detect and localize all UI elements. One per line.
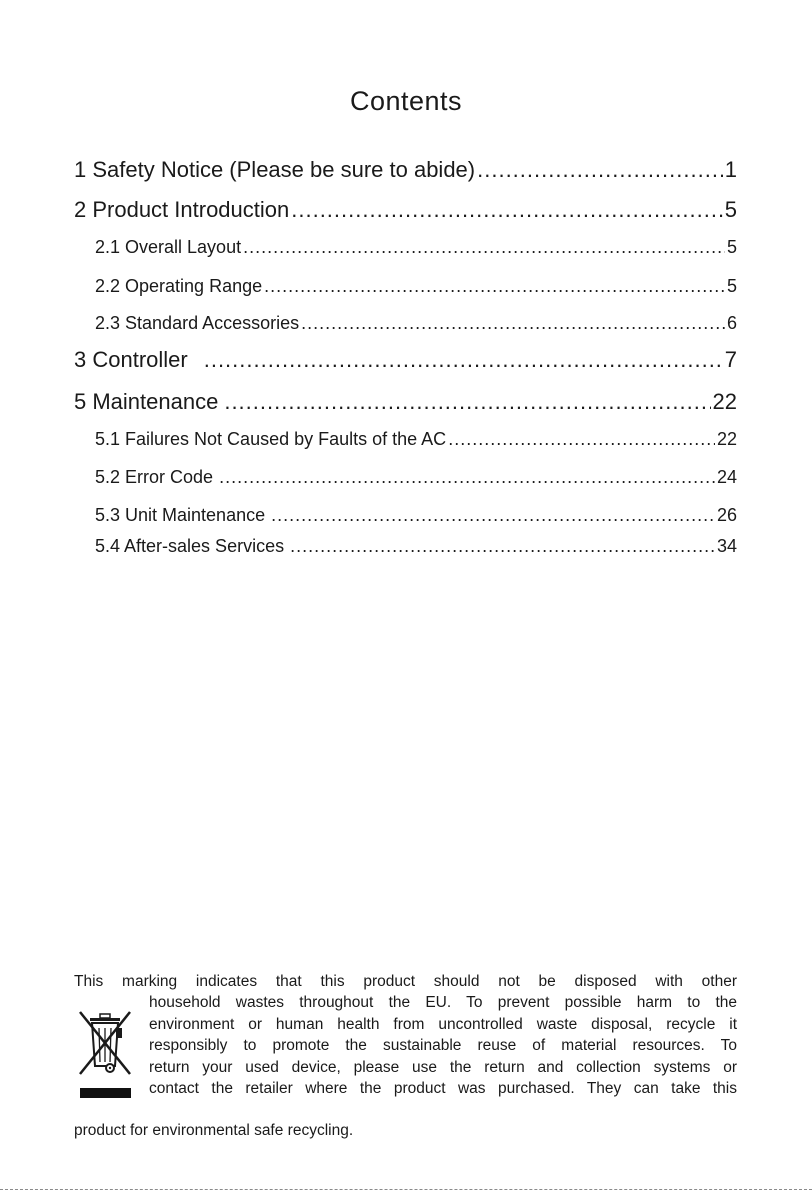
toc-entry-error-code[interactable] [95,467,737,488]
toc-entry-page: 24 [716,467,737,487]
notice-line: contact the retailer where the product was purchased. They can take this [149,1080,737,1098]
weee-disposal-notice [74,971,737,1142]
toc-entry-after-sales-services[interactable] [95,536,737,557]
toc-entry-page: 6 [726,313,737,333]
toc-leader-dots [243,237,725,258]
toc-entry-page: 5 [726,276,737,296]
notice-lines [149,992,737,1120]
notice-line: environment or human health from uncontrolled waste disposal, recycle it [149,1015,737,1033]
toc-entry-label: 5 Maintenance [74,389,219,414]
notice-last-line: product for environmental safe recycling. [74,1122,354,1140]
toc-leader-dots [264,276,725,297]
notice-body [74,992,737,1120]
toc-entry-page: 26 [716,505,737,525]
weee-crossed-bin-icon [74,992,149,1120]
toc-entry-safety-notice[interactable] [74,157,737,183]
toc-entry-label: 5.2 Error Code [95,467,214,487]
toc-entry-label: 2.3 Standard Accessories [95,313,300,333]
toc-entry-operating-range[interactable] [95,276,737,297]
toc-entry-overall-layout[interactable] [95,237,737,258]
toc-entry-standard-accessories[interactable] [95,313,737,334]
toc-entry-controller[interactable] [74,347,737,373]
toc-entry-label: 5.4 After-sales Services [95,536,285,556]
toc-entry-label: 5.3 Unit Maintenance [95,505,266,525]
toc-entry-unit-maintenance[interactable] [95,505,737,526]
toc-entry-product-introduction[interactable] [74,197,737,223]
notice-line: return your used device, please use the return and collection systems or [149,1058,737,1076]
page-bottom-rule [0,1189,812,1190]
toc-entry-label: 3 Controller [74,347,188,372]
notice-first-line: This marking indicates that this product should not be disposed with other [74,973,737,990]
toc-entry-page: 5 [724,197,737,222]
toc-leader-dots [219,467,715,488]
toc-entry-maintenance[interactable] [74,389,737,415]
toc-leader-dots [448,429,715,450]
toc-entry-page: 1 [724,157,737,182]
page-title: Contents [349,86,463,116]
toc-leader-dots [291,197,723,223]
toc-entry-page: 7 [724,347,737,372]
toc-entry-page: 34 [716,536,737,556]
toc-leader-dots [301,313,725,334]
weee-crossed-bin-graphic [74,996,134,1112]
toc-leader-dots [477,157,723,183]
notice-line: household wastes throughout the EU. To prevent possible harm to the [149,994,737,1012]
toc-entry-label: 2 Product Introduction [74,197,290,222]
toc-leader-dots [224,389,710,415]
toc-entry-failures-not-caused[interactable] [95,429,737,450]
toc-entry-page: 5 [726,237,737,257]
toc-leader-dots [271,505,715,526]
toc-leader-dots [204,347,723,373]
notice-line: responsibly to promote the sustainable reuse of material resources. To [149,1037,737,1055]
toc-leader-dots [290,536,715,557]
toc-entry-label: 5.1 Failures Not Caused by Faults of the AC [95,429,447,449]
toc-entry-label: 1 Safety Notice (Please be sure to abide) [74,157,476,182]
toc-entry-page: 22 [716,429,737,449]
toc-entry-label: 2.1 Overall Layout [95,237,242,257]
toc-entry-label: 2.2 Operating Range [95,276,263,296]
toc-entry-page: 22 [712,389,737,414]
